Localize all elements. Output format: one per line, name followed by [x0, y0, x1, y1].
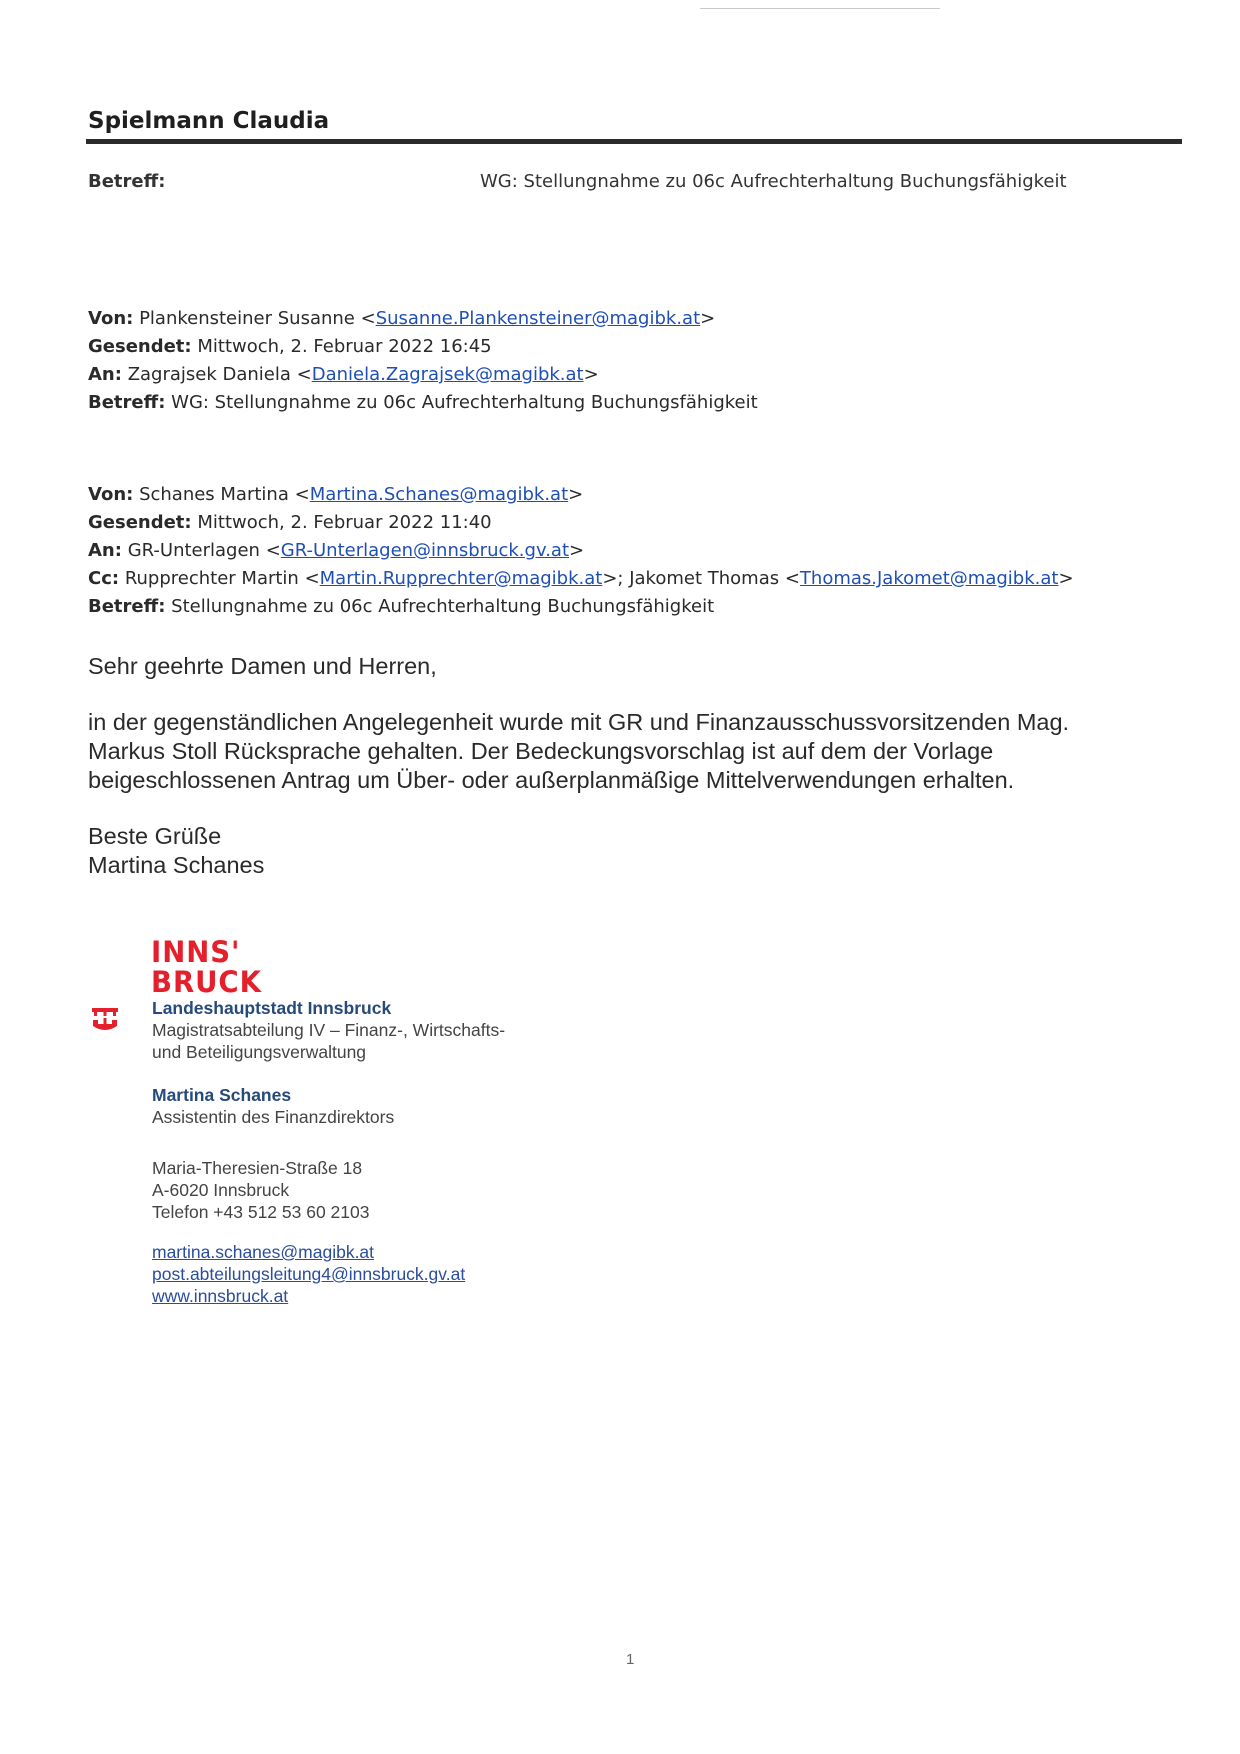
closing-name: Martina Schanes	[88, 852, 265, 878]
email-link-department[interactable]: post.abteilungsleitung4@innsbruck.gv.at	[152, 1264, 466, 1284]
innsbruck-logo: INNS' BRUCK	[151, 935, 262, 999]
subject-line: Betreff: WG: Stellungnahme zu 06c Aufrechterhaltung Buchungsfähigkeit	[88, 392, 758, 413]
signature-address-block	[152, 1157, 370, 1223]
to-line: An: Zagrajsek Daniela <Daniela.Zagrajsek@magibk.at>	[88, 364, 599, 385]
to-email-link[interactable]: GR-Unterlagen@innsbruck.gv.at	[280, 540, 570, 561]
paragraph-line: beigeschlossenen Antrag um Über- oder außerplanmäßige Mittelverwendungen erhalten.	[88, 767, 1015, 793]
closing-phrase: Beste Grüße	[88, 823, 222, 849]
subject-value: WG: Stellungnahme zu 06c Aufrechterhaltung Buchungsfähigkeit	[480, 171, 1067, 192]
signature-org-block	[152, 997, 505, 1063]
subject-line: Betreff: Stellungnahme zu 06c Aufrechterhaltung Buchungsfähigkeit	[88, 596, 715, 617]
cc1-email-link[interactable]: Martin.Rupprechter@magibk.at	[319, 568, 603, 589]
paragraph-line: in der gegenständlichen Angelegenheit wurde mit GR und Finanzausschussvorsitzenden Mag.	[88, 709, 1070, 735]
signature-person-block	[152, 1084, 394, 1128]
from-email-link[interactable]: Susanne.Plankensteiner@magibk.at	[375, 308, 701, 329]
org-name: Landeshauptstadt Innsbruck	[152, 998, 392, 1018]
scan-artifact-line	[700, 8, 940, 9]
website-link[interactable]: www.innsbruck.at	[152, 1286, 289, 1306]
phone-number: Telefon +43 512 53 60 2103	[152, 1202, 370, 1222]
department-line: Magistratsabteilung IV – Finanz-, Wirtschafts-	[152, 1020, 506, 1040]
from-line: Von: Schanes Martina <Martina.Schanes@magibk.at>	[88, 484, 584, 505]
greeting: Sehr geehrte Damen und Herren,	[88, 653, 437, 679]
forward-header-1	[88, 305, 758, 417]
signature-name: Martina Schanes	[152, 1085, 292, 1105]
signature-links-block	[152, 1241, 465, 1307]
paragraph-line: Markus Stoll Rücksprache gehalten. Der Bedeckungsvorschlag ist auf dem der Vorlage	[88, 738, 994, 764]
department-line: und Beteiligungsverwaltung	[152, 1042, 367, 1062]
cc-line: Cc: Rupprechter Martin <Martin.Rupprechter@magibk.at>; Jakomet Thomas <Thomas.Jakomet@magibk.at>	[88, 568, 1074, 589]
signature-role: Assistentin des Finanzdirektors	[152, 1107, 395, 1127]
to-line: An: GR-Unterlagen <GR-Unterlagen@innsbruck.gv.at>	[88, 540, 585, 561]
mailbox-owner-name: Spielmann Claudia	[88, 108, 330, 134]
page-number: 1	[626, 1651, 635, 1668]
body-paragraph	[88, 708, 1069, 795]
to-email-link[interactable]: Daniela.Zagrajsek@magibk.at	[311, 364, 584, 385]
address-city: A-6020 Innsbruck	[152, 1180, 290, 1200]
sent-line: Gesendet: Mittwoch, 2. Februar 2022 16:45	[88, 336, 492, 357]
sent-line: Gesendet: Mittwoch, 2. Februar 2022 11:40	[88, 512, 492, 533]
subject-label: Betreff:	[88, 171, 166, 192]
email-link-personal[interactable]: martina.schanes@magibk.at	[152, 1242, 375, 1262]
closing	[88, 822, 264, 880]
coat-of-arms-icon	[90, 1005, 120, 1035]
from-email-link[interactable]: Martina.Schanes@magibk.at	[309, 484, 569, 505]
from-line: Von: Plankensteiner Susanne <Susanne.Plankensteiner@magibk.at>	[88, 308, 716, 329]
address-street: Maria-Theresien-Straße 18	[152, 1158, 363, 1178]
forward-header-2	[88, 481, 1074, 621]
header-rule	[86, 139, 1182, 144]
cc2-email-link[interactable]: Thomas.Jakomet@magibk.at	[799, 568, 1059, 589]
